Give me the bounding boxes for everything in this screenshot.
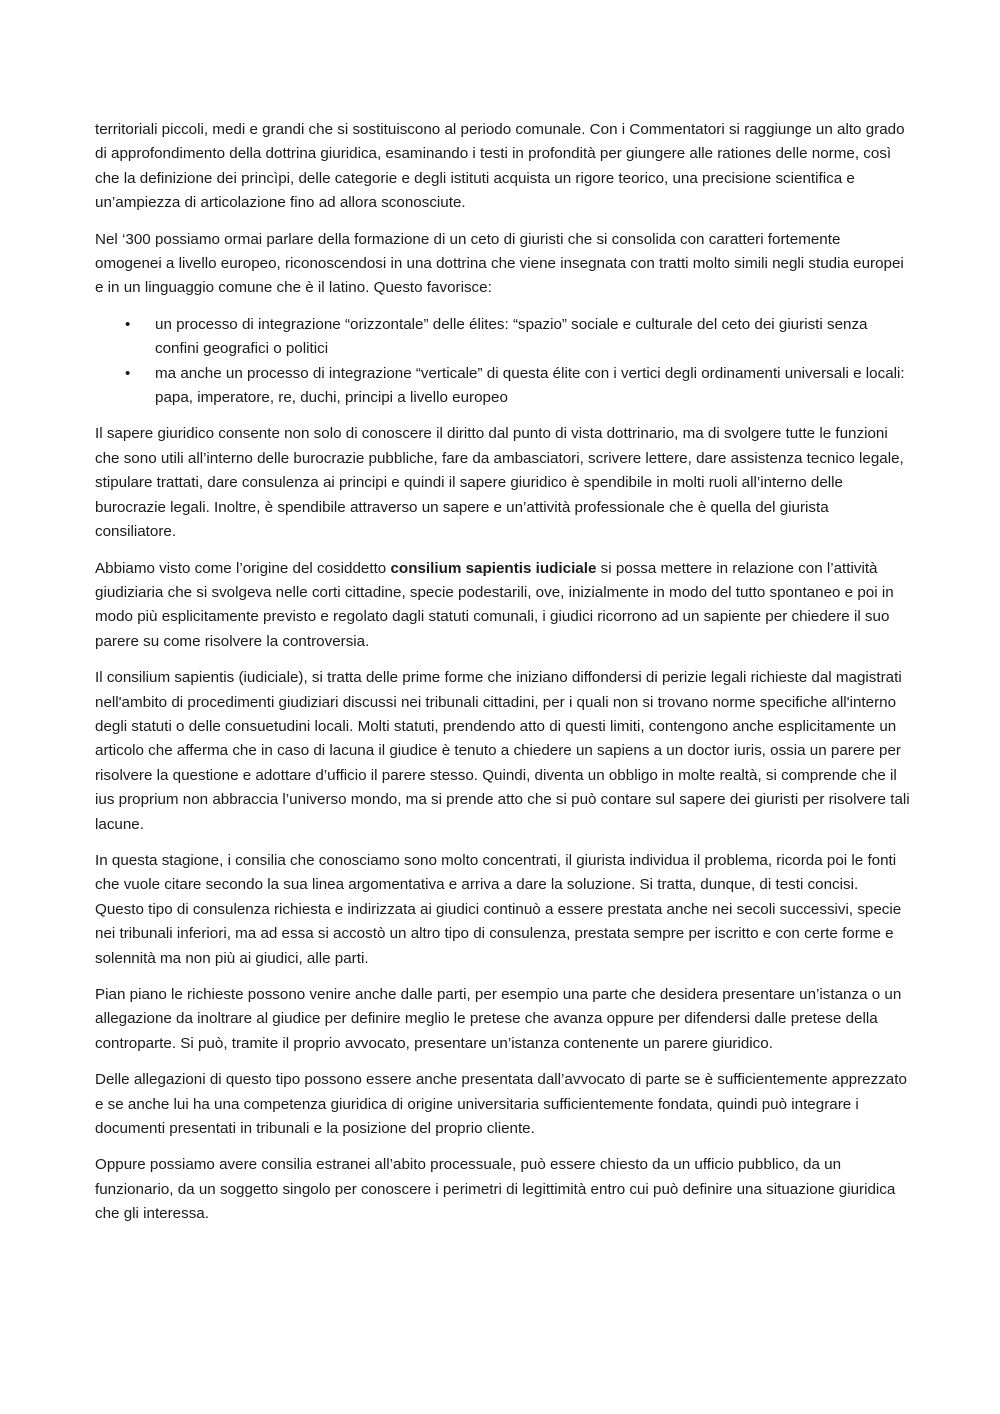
bullet-item: • un processo di integrazione “orizzontale” delle élites: “spazio” sociale e culturale del ceto dei giuristi senza confini geografici o politici [95, 313, 910, 362]
paragraph-9: Oppure possiamo avere consilia estranei all’abito processuale, può essere chiesto da un ufficio pubblico, da un funzionario, da un soggetto singolo per conoscere i perimetri di legittimità entro cui può definire una situazione giuridica che gli interessa. [95, 1156, 896, 1223]
consilium-term-bold: consilium sapientis iudiciale [390, 559, 597, 577]
paragraph-6: In questa stagione, i consilia che conosciamo sono molto concentrati, il giurista individua il problema, ricorda poi le fonti che vuole citare secondo la sua linea argomentativa e arriva a dare la soluzione. Si tratta, dunque, di testi concisi. Questo tipo di consulenza richiesta e indirizzata ai giudici continuò a essere prestata anche nei secoli successivi, specie nei tribunali inferiori, ma ad essa si accostò un altro tipo di consulenza, prestata sempre per iscritto e con certe forme e solennità ma non più ai giudici, alle parti. [95, 851, 902, 967]
paragraph-7: Pian piano le richieste possono venire anche dalle parti, per esempio una parte che desidera presentare un’istanza o un allegazione da inoltrare al giudice per definire meglio le pretese che avanza oppure per difendersi dalle pretese della controparte. Si può, tramite il proprio avvocato, presentare un’istanza contenente un parere giuridico. [95, 986, 902, 1052]
paragraph-3: Il sapere giuridico consente non solo di conoscere il diritto dal punto di vista dottrinario, ma di svolgere tutte le funzioni che sono utili all’interno delle burocrazie pubbliche, fare da ambasciatori, scrivere lettere, dare assistenza tecnico legale, stipulare trattati, dare consulenza ai principi e quindi il sapere giuridico è spendibile in molti ruoli all’interno delle burocrazie legali. Inoltre, è spendibile attraverso un sapere e un’attività professionale che è quella del giurista consiliatore. [95, 425, 904, 541]
document-page [95, 118, 910, 1239]
bullet-item: • ma anche un processo di integrazione “verticale” di questa élite con i vertici degli ordinamenti universali e locali: papa, imperatore, re, duchi, principi a livello europeo [95, 362, 910, 411]
paragraph-8: Delle allegazioni di questo tipo possono essere anche presentata dall’avvocato di parte se è sufficientemente apprezzato e se anche lui ha una competenza giuridica di origine universitaria sufficientemente fondata, quindi può integrare i documenti presentati in tribunali e la posizione del proprio cliente. [95, 1071, 907, 1138]
paragraph-4-text-before: Abbiamo visto come l’origine del cosiddetto [95, 559, 391, 577]
paragraph-5: Il consilium sapientis (iudiciale), si tratta delle prime forme che iniziano diffondersi di perizie legali richieste dal magistrati nell'ambito di procedimenti giudiziari discussi nei tribunali cittadini, per i quali non si trovano norme specifiche all'interno degli statuti o delle consuetudini locali. Molti statuti, prendendo atto di questi limiti, contengono anche esplicitamente un articolo che afferma che in caso di lacuna il giudice è tenuto a chiedere un sapiens a un doctor iuris, ossia un parere per risolvere la questione e adottare d’ufficio il parere stesso. Quindi, diventa un obbligo in molte realtà, si comprende che il ius proprium non abbraccia l’universo mondo, ma si prende atto che si può contare sul sapere dei giuristi per risolvere tali lacune. [95, 669, 910, 833]
paragraph-2: Nel ‘300 possiamo ormai parlare della formazione di un ceto di giuristi che si consolida con caratteri fortemente omogenei a livello europeo, riconoscendosi in una dottrina che viene insegnata con tratti molto simili negli studia europei e in un linguaggio comune che è il latino. Questo favorisce: [95, 230, 904, 297]
paragraph-1: territoriali piccoli, medi e grandi che si sostituiscono al periodo comunale. Con i Commentatori si raggiunge un alto grado di approfondimento della dottrina giuridica, esaminando i testi in profondità per giungere alle rationes delle norme, così che la definizione dei princìpi, delle categorie e degli istituti acquista un rigore teorico, una precisione scientifica e un’ampiezza di articolazione fino ad allora sconosciute. [95, 121, 905, 212]
paragraph-4 [95, 557, 910, 655]
paragraph-4-text-after: si possa mettere in relazione con l’attività giudiziaria che si svolgeva nelle corti cittadine, specie podestarili, ove, inizialmente in modo del tutto spontaneo e poi in modo più esplicitamente previsto e regolato dagli statuti comunali, i giudici ricorrono ad un sapiente per chiedere il suo parere su come risolvere la controversia. [95, 559, 894, 650]
bullet-list [95, 313, 910, 411]
